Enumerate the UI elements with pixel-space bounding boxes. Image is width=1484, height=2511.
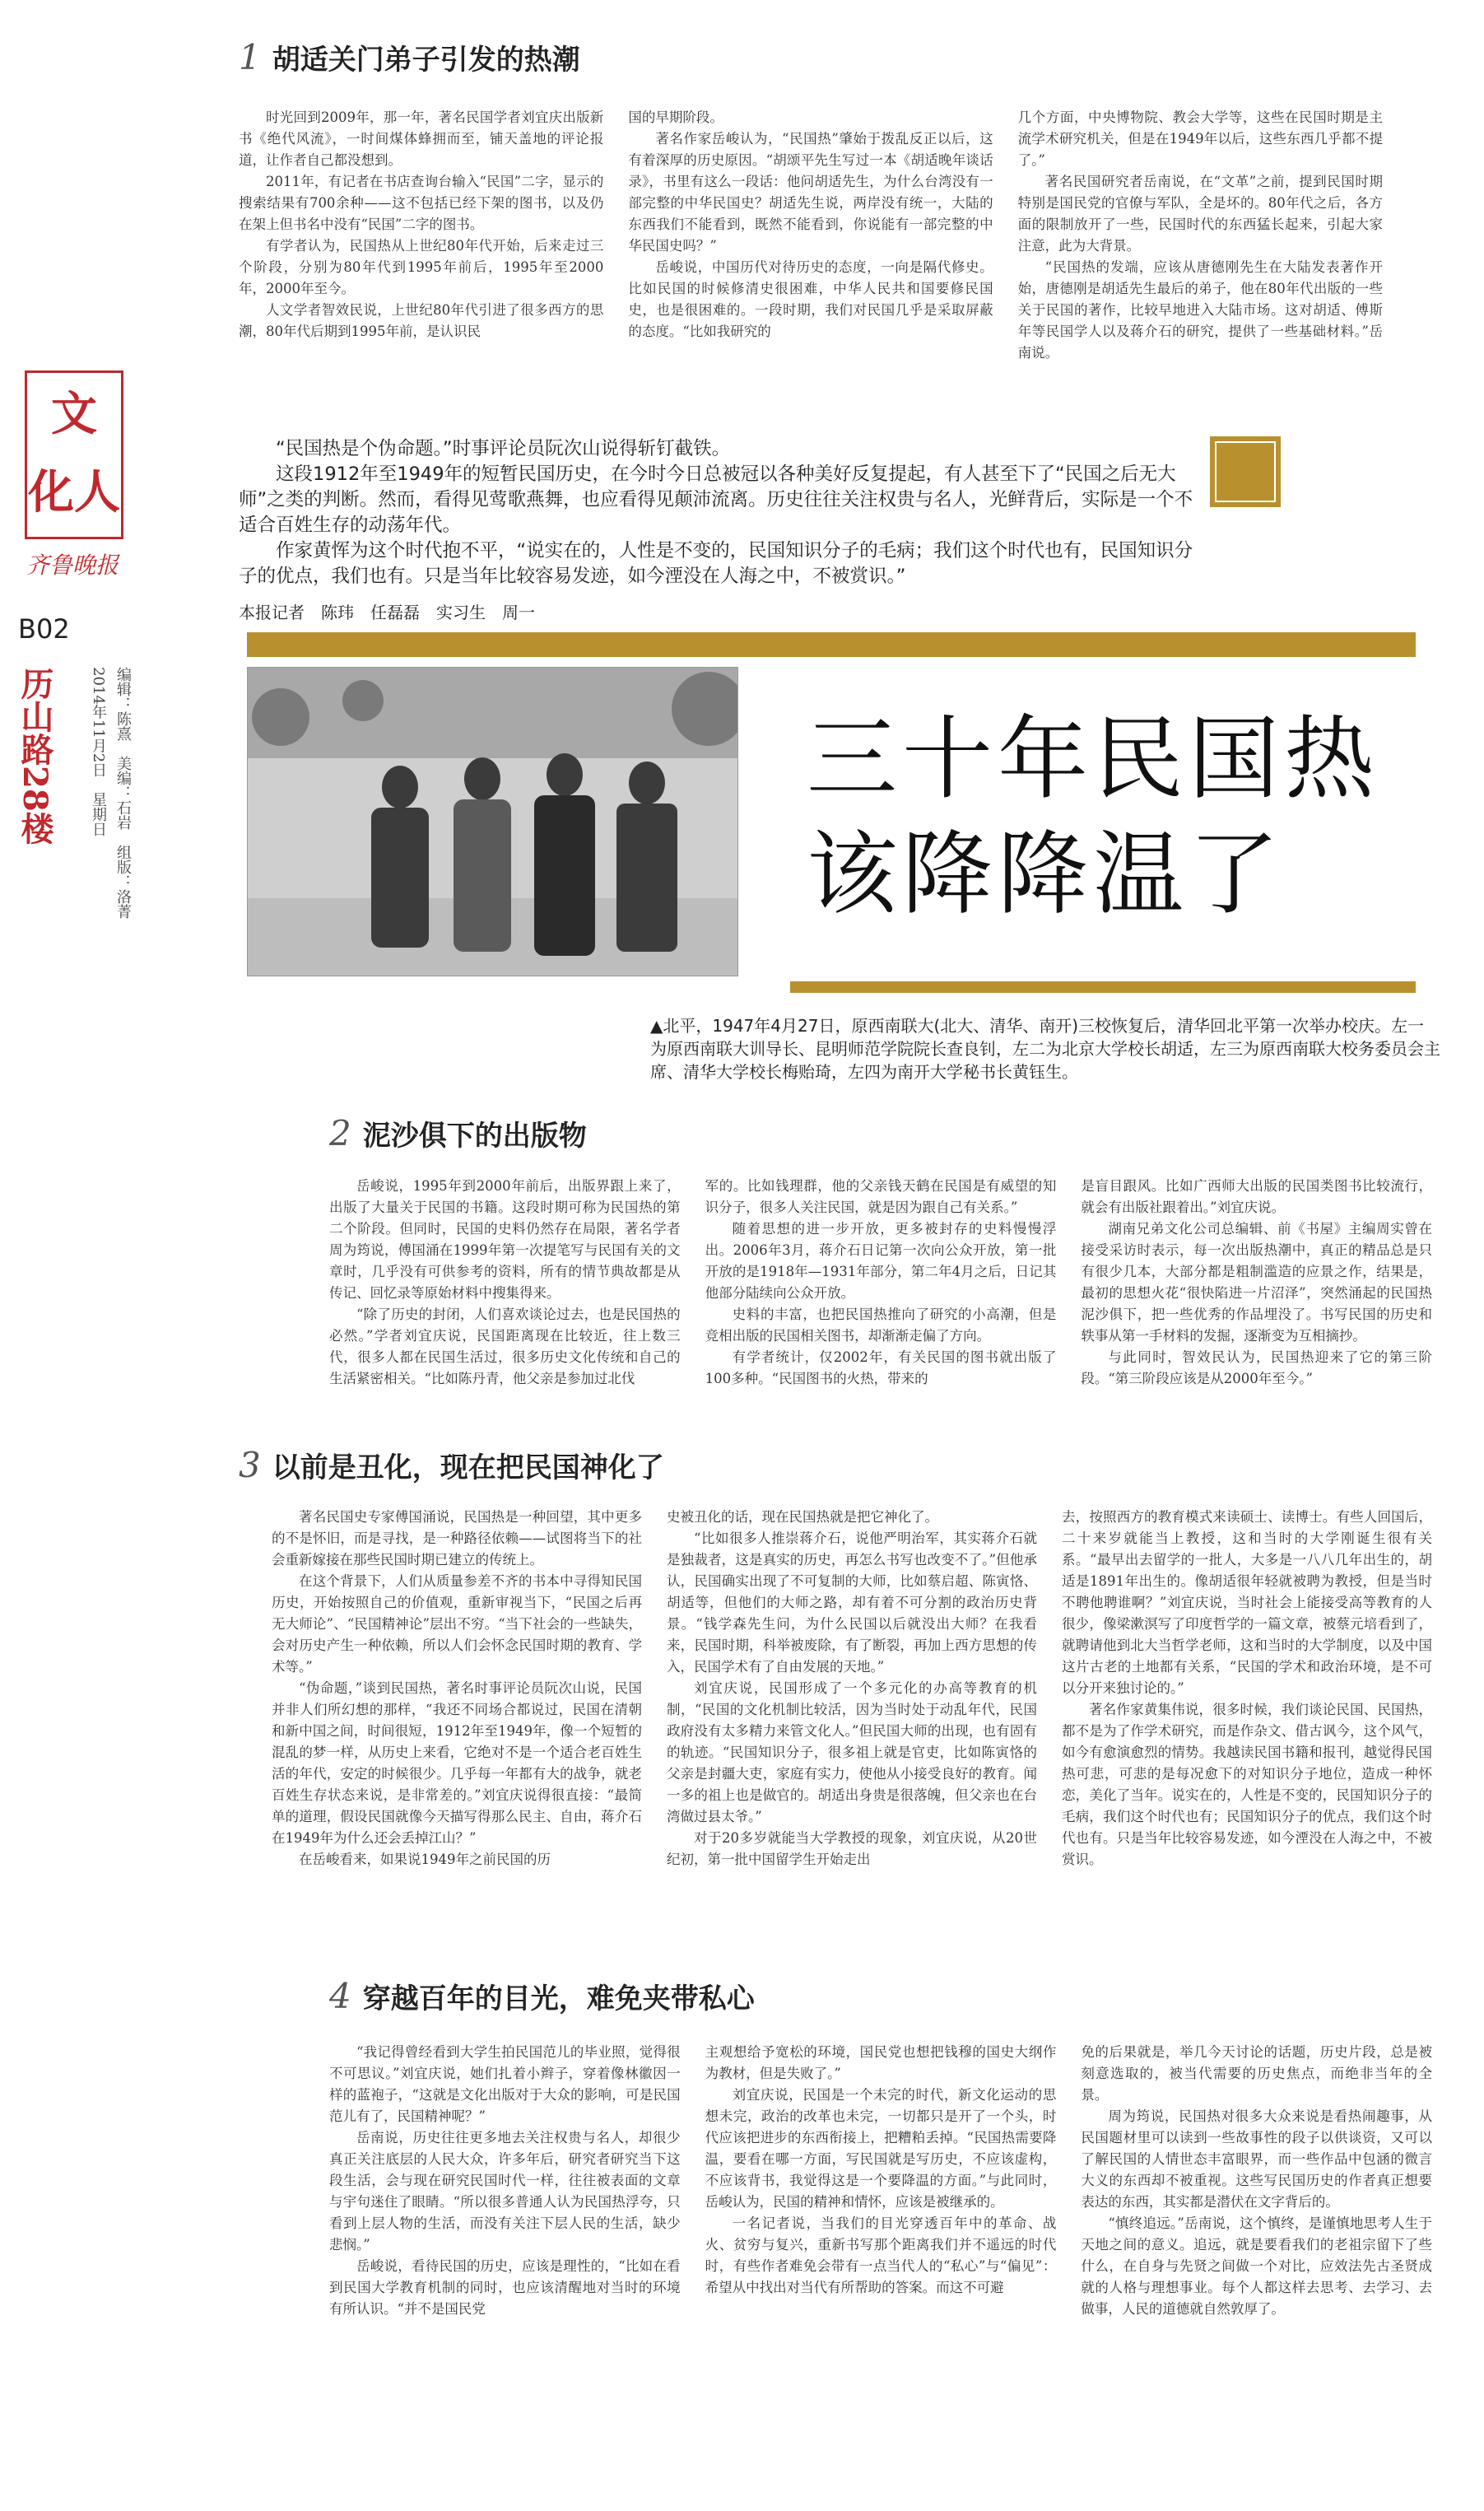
section-1-heading [239, 37, 580, 77]
paragraph: 湖南兄弟文化公司总编辑、前《书屋》主编周实曾在接受采访时表示，每一次出版热潮中，真正的精品总是只有很少几本，大部分都是粗制滥造的应景之作，结果是，最初的思想火花“很快陷进一片沼泽”，突然涌起的民国热泥沙俱下，把一些优秀的作品埋没了。书写民国的历史和轶事从第一手材料的发掘，逐渐变为互相摘抄。 [1081, 1221, 1433, 1344]
section-2-col [329, 1176, 681, 1423]
byline: 本报记者 陈玮 任磊磊 实习生 周一 [239, 603, 535, 622]
paragraph: 在这个背景下，人们从质量参差不齐的书本中寻得知民国历史，开始按照自己的价值观，重新审视当下，“民国之后再无大师论”、“民国精神论”层出不穷。“当下社会的一些缺失，会对历史产生一种依赖，所以人们会怀念民国时期的教育、学术等。” [272, 1573, 642, 1675]
paragraph: 刘宜庆说，民国是一个未完的时代，新文化运动的思想未完，政治的改革也未完，一切都只是开了一个头，时代应该把进步的东西衔接上，把糟粕丢掉。“民国热需要降温，要看在哪一方面，写民国就是写历史，不应该虚构，不应该背书，我觉得这是一个要降温的方面。”与此同时，岳峻认为，民国的精神和情怀，应该是被继承的。 [705, 2087, 1057, 2210]
section-1-col [628, 107, 993, 379]
section-3-col [1062, 1507, 1432, 1935]
paragraph: 免的后果就是，举几今天讨论的话题，历史片段，总是被刻意选取的，被当代需要的历史焦点，而绝非当年的全景。 [1081, 2044, 1433, 2103]
paragraph: 岳峻说，看待民国的历史，应该是理性的，“比如在看到民国大学教育机制的同时，也应该清醒地对当时的环境有所认识。“并不是国民党 [329, 2258, 681, 2317]
section-3-heading [239, 1445, 664, 1485]
paragraph: 有学者认为，民国热从上世纪80年代开始，后来走过三个阶段，分别为80年代到1995年前后，1995年至2000年，2000年至今。 [239, 238, 604, 296]
historic-photo [247, 667, 738, 976]
editors-info: 编辑：陈熹 美编：石岩 组版：洛菁 [114, 667, 132, 919]
gold-rule-bottom [790, 981, 1416, 993]
section-3-col [667, 1507, 1037, 1935]
section-4-body [329, 2042, 1432, 2486]
paragraph: 著名民国研究者岳南说，在“文革”之前，提到民国时期特别是国民党的官僚与军队，全是坏的。80年代之后，各方面的限制放开了一些，民国时代的东西猛长起来，引起大家注意，此为大背景。 [1017, 174, 1383, 254]
column-logo [25, 370, 123, 539]
paragraph: 主观想给予宽松的环境，国民党也想把钱穆的国史大纲作为教材，但是失败了。” [705, 2044, 1057, 2081]
paragraph: 岳南说，历史往往更多地去关注权贵与名人，却很少真正关注底层的人民大众，许多年后，研究者研究当下这段生活，会与现在研究民国时代一样，往往被表面的文章与宇句迷住了眼睛。“所以很多普通人认为民国热浮夸，只看到上层人物的生活，而没有关注下层人民的生活，缺少悲悯。” [329, 2130, 681, 2252]
paragraph: 与此同时，智效民认为，民国热迎来了它的第三阶段。“第三阶段应该是从2000年至今。” [1081, 1349, 1433, 1386]
section-4-col [1081, 2042, 1432, 2486]
logo-char-2: 化人 [28, 465, 120, 519]
section-2-title: 泥沙俱下的出版物 [362, 1120, 587, 1153]
paragraph: 著名民国史专家傅国涌说，民国热是一种回望，其中更多的不是怀旧，而是寻找，是一种路径依赖——试图将当下的社会重新嫁接在那些民国时期已建立的传统上。 [272, 1509, 642, 1568]
section-2-col [705, 1176, 1057, 1423]
paragraph: 刘宜庆说，民国形成了一个多元化的办高等教育的机制，“民国的文化机制比较活，因为当时处于动乱年代，民国政府没有太多精力来管文化人。”但民国大师的出现，也有固有的轨迹。“民国知识分子，很多祖上就是官吏，比如陈寅恪的父亲是封疆大吏，家庭有实力，使他从小接受良好的教育。闻一多的祖上也是做官的。胡适出身贵是很落魄，但父亲也在台湾做过县太爷。” [667, 1680, 1037, 1824]
paragraph: 有学者统计，仅2002年，有关民国的图书就出版了100多种。“民国图书的火热，带来的 [705, 1349, 1057, 1386]
intro-lead [239, 436, 1193, 589]
decorative-square [1210, 436, 1281, 507]
paragraph: 对于20多岁就能当大学教授的现象，刘宜庆说，从20世纪初，第一批中国留学生开始走出 [667, 1830, 1037, 1867]
section-4-number: 4 [329, 1976, 351, 2016]
paragraph: “比如很多人推崇蒋介石，说他严明治军，其实蒋介石就是独裁者，这是真实的历史，再怎么书写也改变不了。”但他承认，民国确实出现了不可复制的大师，比如蔡启超、陈寅恪、胡适等，但他们的大师之路，却有着不可分割的政治历史背景。“钱学森先生问，为什么民国以后就没出大师？在我看来，民国时期，科举被废除，有了断裂，再加上西方思想的传入，民国学术有了自由发展的天地。” [667, 1530, 1037, 1675]
paragraph: 是盲目跟风。比如广西师大出版的民国类图书比较流行，就会有出版社跟着出。”刘宜庆说。 [1081, 1178, 1433, 1215]
section-2-body [329, 1176, 1432, 1423]
section-3-body [272, 1507, 1432, 1935]
paragraph: 人文学者智效民说，上世纪80年代引进了很多西方的思潮，80年代后期到1995年前，是认识民 [239, 302, 604, 339]
intro-paragraph: 这段1912年至1949年的短暂民国历史，在今时今日总被冠以各种美好反复提起，有人甚至下了“民国之后无大师”之类的判断。然而，看得见莺歌燕舞，也应看得见颠沛流离。历史往往关注权贵与名人，光鲜背后，实际是一个不适合百姓生存的动荡年代。 [239, 464, 1193, 536]
paragraph: 一名记者说，当我们的目光穿透百年中的革命、战火、贫穷与复兴，重新书写那个距离我们并不遥远的时代时，有些作者难免会带有一点当代人的“私心”与“偏见”：希望从中找出对当代有所帮助的答案。而这不可避 [705, 2215, 1057, 2295]
paragraph: 岳峻说，中国历代对待历史的态度，一向是隔代修史。比如民国的时候修清史很困难，中华人民共和国要修民国史，也是很困难的。一段时期，我们对民国几乎是采取屏蔽的态度。“比如我研究的 [628, 259, 993, 339]
section-1-body [239, 107, 1383, 379]
paragraph: 岳峻说，1995年到2000年前后，出版界跟上来了，出版了大量关于民国的书籍。这段时期可称为民国热的第二个阶段。但同时，民国的史料仍然存在局限，著名学者周为筠说，傅国涌在1999年第一次提笔写与民国有关的文章时，几乎没有可供参考的资料，所有的情节典故都是从传记、回忆录等原始材料中搜集得来。 [329, 1178, 681, 1301]
intro-quote: “民国热是个伪命题。”时事评论员阮次山说得斩钉截铁。 [276, 438, 731, 459]
section-3-title: 以前是丑化，现在把民国神化了 [272, 1451, 664, 1484]
paragraph: “慎终追远。”岳南说，这个慎终，是谨慎地思考人生于天地之间的意义。追远，就是要看我们的老祖宗留下了些什么，在自身与先贤之间做一个对比，应效法先古圣贤成就的人格与理想事业。每个人都这样去思考、去学习、去做事，人民的道德就自然敦厚了。 [1081, 2215, 1433, 2317]
section-2-heading [329, 1113, 587, 1153]
headline-line-1: 三十年民国热 [807, 706, 1379, 812]
column-name: 历山路28楼 [16, 667, 54, 845]
section-4-col [329, 2042, 681, 2486]
paragraph: 著名作家岳峻认为，“民国热”肇始于拨乱反正以后，这有着深厚的历史原因。“胡颂平先生写过一本《胡适晚年谈话录》，书里有这么一段话：他问胡适先生，为什么台湾没有一部完整的中华民国史？胡适先生说，两岸没有统一，大陆的东西我们不能看到，既然不能看到，你说能有一部完整的中华民国史吗？” [628, 131, 993, 254]
photo-caption: ▲北平，1947年4月27日，原西南联大(北大、清华、南开)三校恢复后，清华回北平第一次举办校庆。左一为原西南联大训导长、昆明师范学院院长查良钊，左二为北京大学校长胡适，左三为原西南联大校务委员会主席、清华大学校长梅贻琦，左四为南开大学秘书长黄钰生。 [650, 1016, 1440, 1082]
paragraph: 几个方面，中央博物院、教会大学等，这些在民国时期是主流学术研究机关，但是在1949年以后，这些东西几乎都不提了。” [1017, 109, 1383, 168]
main-headline [807, 701, 1440, 932]
section-2-number: 2 [329, 1113, 351, 1153]
paragraph: 军的。比如钱理群，他的父亲钱天鹤在民国是有威望的知识分子，很多人关注民国，就是因为跟自己有关系。” [705, 1178, 1057, 1215]
section-4-col [705, 2042, 1057, 2486]
section-1-number: 1 [239, 37, 261, 77]
section-1-title: 胡适关门弟子引发的热潮 [272, 44, 580, 77]
section-4-title: 穿越百年的目光，难免夹带私心 [362, 1982, 755, 2015]
section-2-col [1081, 1176, 1432, 1423]
paragraph: 史被丑化的话，现在民国热就是把它神化了。 [667, 1509, 938, 1525]
issue-date: 2014年11月2日 星期日 [90, 667, 107, 837]
paragraph: “民国热的发端，应该从唐德刚先生在大陆发表著作开始，唐德刚是胡适先生最后的弟子，他在80年代出版的一些关于民国的著作，比较早地进入大陆市场。这对胡适、傅斯年等民国学人以及蒋介石的研究，提供了一些基础材料。”岳南说。 [1017, 259, 1383, 361]
section-1-col [239, 107, 603, 379]
paragraph: 2011年，有记者在书店查询台输入“民国”二字，显示的搜索结果有700余种——这不包括已经下架的图书，以及仍在架上但书名中没有“民国”二字的图书。 [239, 174, 604, 232]
headline-line-2: 该降降温了 [807, 822, 1284, 927]
gold-rule-top [247, 632, 1416, 657]
section-1-col [1018, 107, 1383, 379]
page-number: B02 [18, 613, 70, 645]
logo-char-1: 文 [51, 387, 97, 441]
paragraph: 时光回到2009年，那一年，著名民国学者刘宜庆出版新书《绝代风流》，一时间煤体蜂拥而至，铺天盖地的评论报道，让作者自己都没想到。 [239, 109, 604, 168]
paragraph: “我记得曾经看到大学生拍民国范儿的毕业照，觉得很不可思议。”刘宜庆说，她们扎着小辫子，穿着像林徽因一样的蓝袍子，“这就是文化出版对于大众的影响，可是民国范儿有了，民国精神呢？” [329, 2044, 681, 2124]
section-3-col [272, 1507, 642, 1935]
photo-illustration [248, 668, 738, 976]
paragraph: 史料的丰富，也把民国热推向了研究的小高潮，但是竞相出版的民国相关图书，却渐渐走偏了方向。 [705, 1307, 1057, 1344]
section-4-heading [329, 1976, 755, 2016]
paragraph: 周为筠说，民国热对很多大众来说是看热闹趣事，从民国题材里可以读到一些故事性的段子以供谈资，又可以了解民国的人情世态丰富眼界，而一些作品中包涵的微言大义的东西却不被重视。这些写民国历史的作者真正想要表达的东西，其实都是潜伏在文字背后的。 [1081, 2108, 1433, 2210]
paragraph: 在岳峻看来，如果说1949年之前民国的历 [299, 1852, 551, 1867]
newspaper-name: 齐鲁晚报 [26, 552, 119, 579]
paragraph: “除了历史的封闭，人们喜欢谈论过去，也是民国热的必然。”学者刘宜庆说，民国距离现在比较近，往上数三代，很多人都在民国生活过，很多历史文化传统和自己的生活紧密相关。“比如陈丹青，他父亲是参加过北伐 [329, 1307, 681, 1386]
paragraph: “伪命题，”谈到民国热，著名时事评论员阮次山说，民国并非人们所幻想的那样，“我还不同场合都说过，民国在清朝和新中国之间，时间很短，1912年至1949年，像一个短暂的混乱的梦一样，从历史上来看，它绝对不是一个适合老百姓生活的年代，安定的时候很少。几乎每一年都有大的战争，就老百姓生存状态来说，是非常差的。”刘宜庆说得很直接：“最简单的道理，假设民国就像今天描写得那么民主、自由，蒋介石在1949年为什么还会丢掉江山？” [272, 1680, 642, 1846]
intro-paragraph: 作家黄恽为这个时代抱不平，“说实在的，人性是不变的，民国知识分子的毛病；我们这个时代也有，民国知识分子的优点，我们也有。只是当年比较容易发迹，如今湮没在人海之中，不被赏识。” [239, 540, 1193, 587]
section-3-number: 3 [239, 1445, 261, 1485]
paragraph: 著名作家黄集伟说，很多时候，我们谈论民国、民国热，都不是为了作学术研究，而是作杂文、借古讽今，这个风气，如今有愈演愈烈的情势。我越读民国书籍和报刊，越觉得民国热可悲，可悲的是每况愈下的对知识分子地位，造成一种怀恋，美化了当年。说实在的，人性是不变的，民国知识分子的毛病，我们这个时代也有；民国知识分子的优点，我们这个时代也有。只是当年比较容易发迹，如今湮没在人海之中，不被赏识。 [1062, 1702, 1432, 1867]
paragraph: 国的早期阶段。 [628, 109, 723, 125]
paragraph: 随着思想的进一步开放，更多被封存的史料慢慢浮出。2006年3月，蒋介石日记第一次向公众开放，第一批开放的是1918年—1931年部分，第二年4月之后，日记其他部分陆续向公众开放。 [705, 1221, 1057, 1301]
paragraph: 去，按照西方的教育模式来读硕士、读博士。有些人回国后，二十来岁就能当上教授，这和当时的大学刚诞生很有关系。“最早出去留学的一批人，大多是一八八几年出生的，胡适是1891年出生的。像胡适很年轻就被聘为教授，但是当时不聘他聘谁啊？”刘宜庆说，当时社会上能接受高等教育的人很少，像梁漱溟写了印度哲学的一篇文章，被蔡元培看到了，就聘请他到北大当哲学老师，这和当时的大学制度，以及中国这片古老的土地都有关系，“民国的学术和政治环境，是不可以分开来独讨论的。” [1062, 1509, 1432, 1696]
